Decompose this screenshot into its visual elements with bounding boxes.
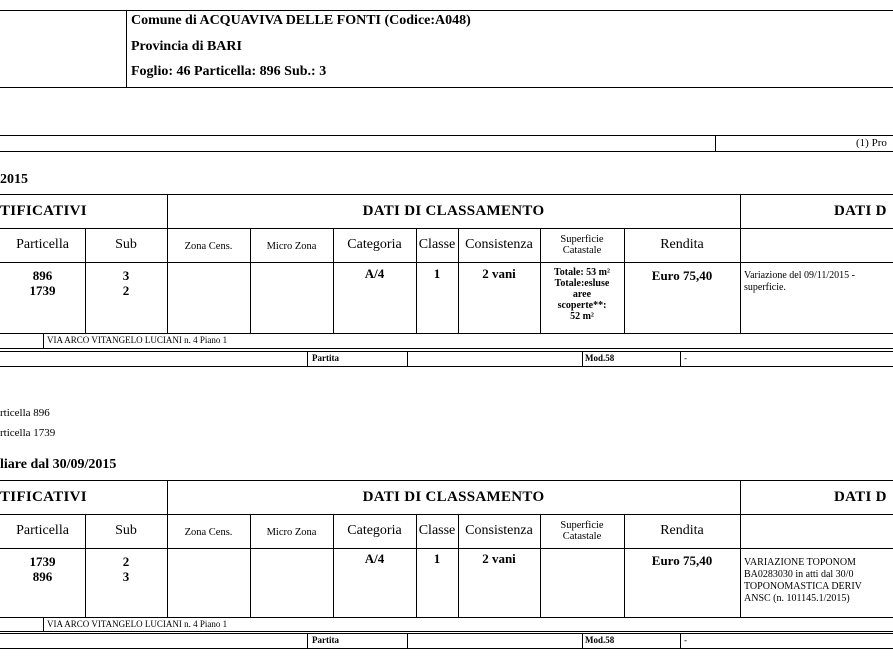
s1-col-sub: Sub — [115, 237, 137, 252]
s2-particella-2: 896 — [32, 569, 53, 584]
s2-divider — [680, 633, 681, 649]
s2-sub-1: 2 — [122, 554, 130, 569]
s2-divider — [540, 514, 541, 618]
s1-col-categoria: Categoria — [347, 237, 402, 252]
s1-mod58-label: Mod.58 — [585, 353, 615, 363]
s2-dati-line-4: ANSC (n. 101145.1/2015) — [744, 593, 850, 604]
section2-title: liare dal 30/09/2015 — [0, 457, 117, 472]
s1-particella-1: 896 — [32, 268, 53, 283]
s2-dati-line-1: VARIAZIONE TOPONOM — [744, 557, 856, 568]
s2-group-dati: DATI D — [834, 489, 887, 505]
s2-group-identificativi: TIFICATIVI — [0, 489, 87, 505]
s2-divider — [307, 633, 308, 649]
note-line-2: rticella 1739 — [0, 427, 56, 439]
foglio-line: Foglio: 46 Particella: 896 Sub.: 3 — [131, 64, 327, 79]
s1-divider — [407, 351, 408, 367]
s2-colhead-row-bottom — [0, 548, 893, 549]
s1-sub-2: 2 — [122, 283, 130, 298]
s1-divider — [680, 351, 681, 367]
s1-partita-row — [0, 351, 893, 367]
section1-title: 2015 — [0, 172, 28, 187]
s2-rendita: Euro 75,40 — [651, 553, 713, 568]
s2-sub-2: 3 — [122, 569, 130, 584]
s1-partita-label: Partita — [312, 353, 339, 363]
comune-line: Comune di ACQUAVIVA DELLE FONTI (Codice:A048) — [131, 13, 471, 28]
proprieta-strip — [0, 135, 893, 152]
s2-col-classe: Classe — [418, 523, 456, 538]
s2-partita-label: Partita — [312, 635, 339, 645]
s1-col-consistenza: Consistenza — [465, 237, 533, 252]
s1-col-rendita: Rendita — [660, 237, 704, 252]
s1-col-zona-cens: Zona Cens. — [184, 241, 233, 252]
s2-col-particella: Particella — [16, 523, 69, 538]
s2-divider — [407, 633, 408, 649]
s2-divider — [740, 480, 741, 618]
s1-superficie-line: aree — [572, 289, 592, 300]
s2-col-consistenza: Consistenza — [465, 523, 533, 538]
s1-col-superficie: Superficie Catastale — [560, 234, 604, 256]
s2-indirizzo: VIA ARCO VITANGELO LUCIANI n. 4 Piano 1 — [47, 619, 228, 629]
s1-group-identificativi: TIFICATIVI — [0, 203, 87, 219]
s1-group-classamento: DATI DI CLASSAMENTO — [362, 203, 545, 219]
s2-classe: 1 — [433, 551, 441, 566]
s2-divider — [582, 633, 583, 649]
note-line-1: rticella 896 — [0, 407, 50, 419]
s1-superficie-line: 52 m² — [570, 311, 594, 322]
s1-rendita: Euro 75,40 — [651, 268, 713, 283]
s1-superficie-line: Totale: 53 m² — [554, 267, 610, 278]
s1-col-particella: Particella — [16, 237, 69, 252]
s1-colhead-row-bottom — [0, 262, 893, 263]
provincia-line: Provincia di BARI — [131, 39, 242, 54]
s2-col-categoria: Categoria — [347, 523, 402, 538]
s1-superficie — [540, 267, 624, 322]
s1-divider — [582, 351, 583, 367]
s1-col-micro-zona: Micro Zona — [266, 241, 317, 252]
s2-consistenza: 2 vani — [482, 551, 516, 566]
s1-divider — [740, 194, 741, 334]
s1-consistenza: 2 vani — [482, 266, 516, 281]
s2-divider — [43, 618, 44, 632]
proprieta-divider — [715, 135, 716, 152]
s1-superficie-line: scoperte**: — [557, 300, 607, 311]
s2-col-zona-cens: Zona Cens. — [184, 527, 233, 538]
s1-group-row-bottom — [0, 228, 893, 229]
s1-superficie-line: Totale:esluse — [554, 278, 610, 289]
s1-classe: 1 — [433, 266, 441, 281]
s2-partita-row — [0, 633, 893, 649]
s2-col-rendita: Rendita — [660, 523, 704, 538]
header-divider — [126, 10, 127, 88]
s1-particella-2: 1739 — [29, 283, 56, 298]
s2-group-classamento: DATI DI CLASSAMENTO — [362, 489, 545, 505]
s1-mod58-value: - — [684, 353, 687, 363]
s1-divider — [307, 351, 308, 367]
s2-particella-1: 1739 — [29, 554, 56, 569]
s2-group-row-bottom — [0, 514, 893, 515]
s1-group-dati: DATI D — [834, 203, 887, 219]
s1-col-classe: Classe — [418, 237, 456, 252]
s1-dati-line-1: Variazione del 09/11/2015 - — [744, 270, 855, 281]
s2-col-superficie: Superficie Catastale — [560, 520, 604, 542]
s1-indirizzo: VIA ARCO VITANGELO LUCIANI n. 4 Piano 1 — [47, 335, 228, 345]
s2-mod58-value: - — [684, 635, 687, 645]
s2-categoria: A/4 — [364, 551, 385, 566]
proprieta-note: (1) Pro — [856, 137, 887, 149]
s1-dati-line-2: superficie. — [744, 282, 786, 293]
s2-dati-line-3: TOPONOMASTICA DERIV — [744, 581, 862, 592]
s1-categoria: A/4 — [364, 266, 385, 281]
s2-col-sub: Sub — [115, 523, 137, 538]
s2-mod58-label: Mod.58 — [585, 635, 615, 645]
s1-divider — [43, 334, 44, 349]
s2-col-micro-zona: Micro Zona — [266, 527, 317, 538]
s2-dati-line-2: BA0283030 in atti dal 30/0 — [744, 569, 854, 580]
s1-sub-1: 3 — [122, 268, 130, 283]
